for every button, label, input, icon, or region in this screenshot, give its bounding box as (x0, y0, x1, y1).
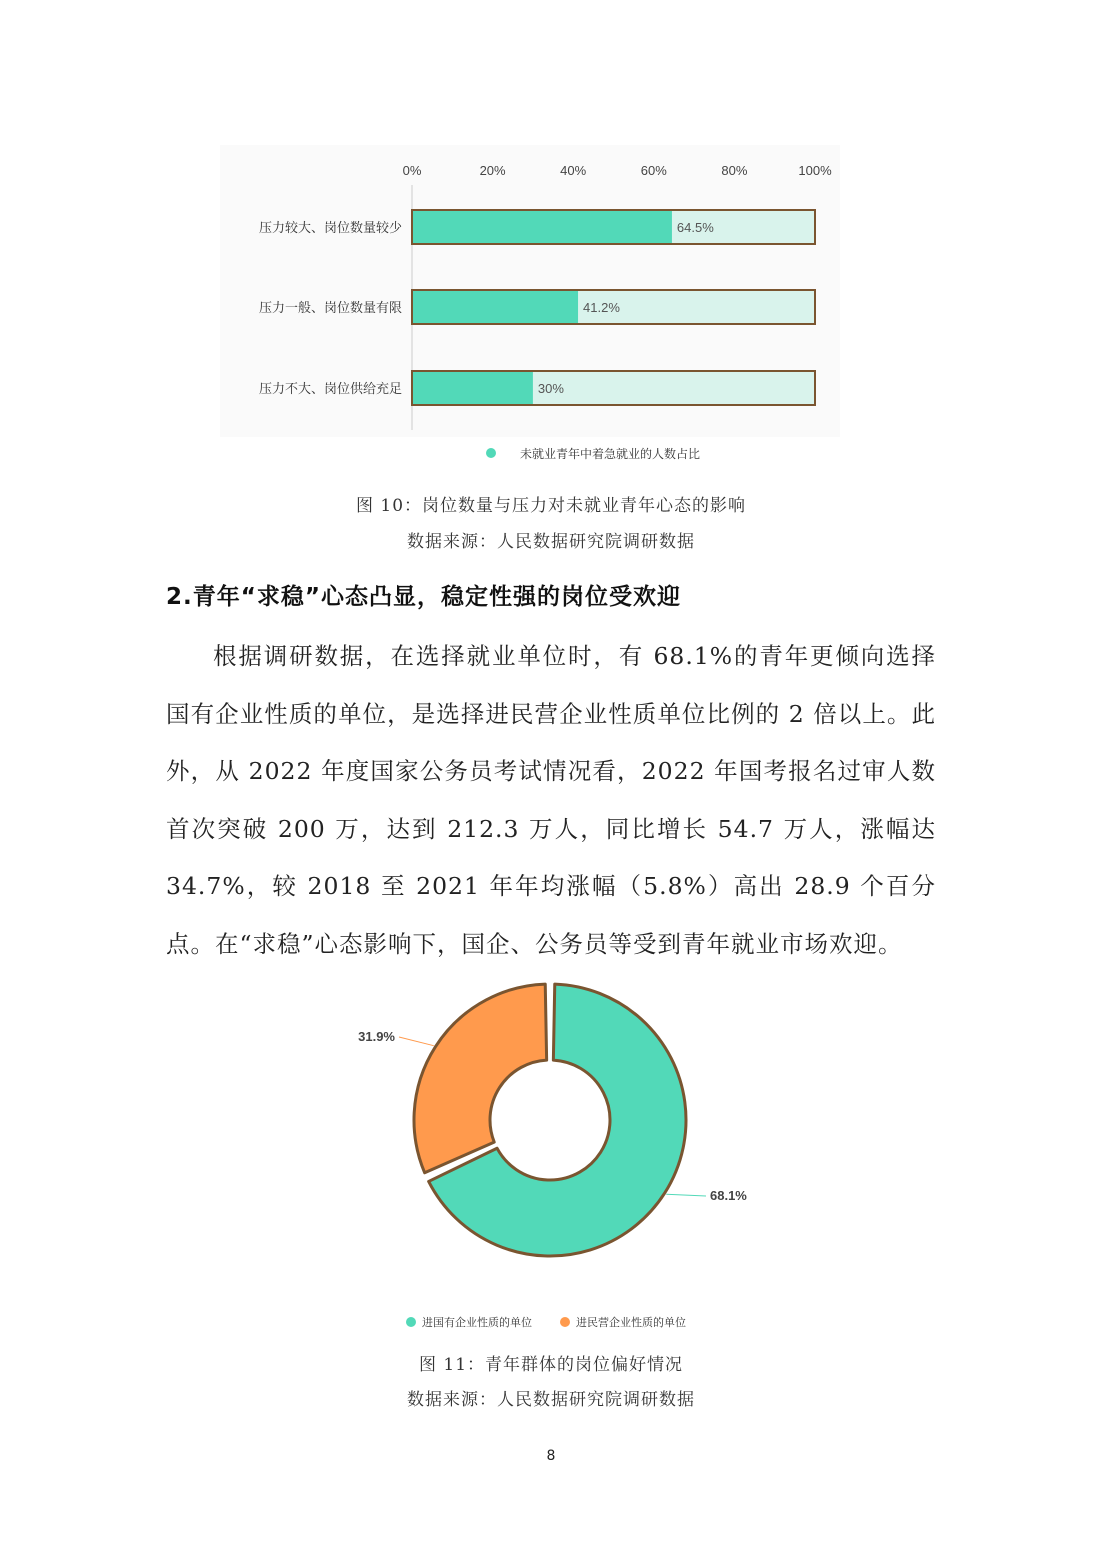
bar (413, 372, 533, 404)
figure10-chart (220, 145, 840, 475)
bar (413, 211, 672, 243)
figure10-source: 数据来源：人民数据研究院调研数据 (407, 532, 695, 552)
figure10-chart-svg (220, 145, 840, 475)
bar-value-label: 41.2% (583, 300, 620, 315)
bar-value-label: 30% (537, 381, 564, 396)
slice-leader-line (666, 1194, 706, 1196)
x-tick-label: 40% (560, 163, 587, 178)
x-tick-label: 100% (798, 163, 832, 178)
bar-value-label: 64.5% (676, 220, 714, 235)
x-tick-label: 80% (721, 163, 748, 178)
slice-leader-line (399, 1037, 434, 1046)
donut-slice (414, 984, 547, 1173)
x-tick-label: 60% (640, 163, 667, 178)
x-tick-label: 20% (479, 163, 506, 178)
slice-value-label: 31.9% (358, 1029, 395, 1044)
legend-label: 进民营企业性质的单位 (576, 1316, 686, 1329)
page-number: 8 (546, 1448, 556, 1464)
figure11-chart-svg (300, 975, 900, 1335)
figure10-caption: 图 10：岗位数量与压力对未就业青年心态的影响 (355, 496, 747, 516)
slice-value-label: 68.1% (710, 1188, 747, 1203)
legend-label: 进国有企业性质的单位 (422, 1316, 532, 1329)
category-label: 压力较大、岗位数量较少 (258, 221, 402, 236)
legend-marker (486, 448, 496, 458)
legend-marker (560, 1317, 570, 1327)
section-paragraph: 根据调研数据，在选择就业单位时，有 68.1%的青年更倾向选择国有企业性质的单位，是选择进民营企业性质单位比例的 2 倍以上。此外，从 2022 年度国家公务员考试情况看，2022 年国考报名过审人数首次突破 200 万，达到 212.3 万人，同比增长 54.7 万人，涨幅达 34.7%，较 2018 至 2021 年年均涨幅（5.8%）高出 28.9 个百分点。在“求稳”心态影响下，国企、公务员等受到青年就业市场欢迎。 (166, 642, 936, 958)
figure11-source: 数据来源：人民数据研究院调研数据 (407, 1390, 695, 1410)
category-label: 压力不大、岗位供给充足 (258, 382, 402, 397)
x-tick-label: 0% (402, 163, 422, 178)
category-label: 压力一般、岗位数量有限 (258, 301, 402, 316)
figure11-caption: 图 11：青年群体的岗位偏好情况 (418, 1355, 684, 1375)
bar (413, 291, 578, 323)
legend-label: 未就业青年中着急就业的人数占比 (520, 447, 701, 461)
legend-marker (406, 1317, 416, 1327)
section-heading: 2.青年“求稳”心态凸显，稳定性强的岗位受欢迎 (166, 584, 681, 610)
